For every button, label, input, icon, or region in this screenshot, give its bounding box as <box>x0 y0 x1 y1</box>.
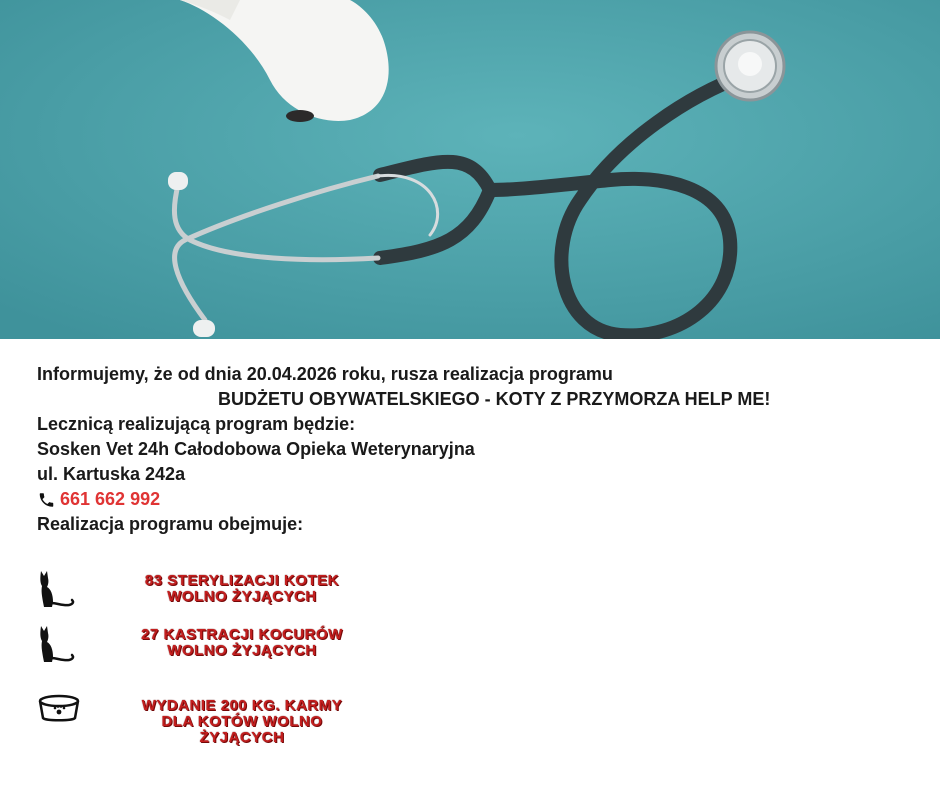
item-label-line: 27 KASTRACJI KOCURÓW <box>141 626 343 643</box>
clinic-name: Sosken Vet 24h Całodobowa Opieka Weterynaryjna <box>37 439 475 459</box>
phone-number[interactable]: 661 662 992 <box>60 489 161 509</box>
item-label-line: DLA KOTÓW WOLNO <box>161 713 323 730</box>
list-item <box>37 690 437 750</box>
scope-intro: Realizacja programu obejmuje: <box>37 514 304 534</box>
header-illustration <box>0 0 940 339</box>
clinic-intro: Lecznicą realizującą program będzie: <box>37 414 356 434</box>
item-label-line: 83 STERYLIZACJI KOTEK <box>144 572 340 589</box>
list-item <box>37 620 437 670</box>
list-item <box>37 565 437 615</box>
announcement-text <box>37 362 917 537</box>
item-label-line: WOLNO ŻYJĄCYCH <box>167 642 317 659</box>
item-label <box>127 627 357 659</box>
header-image <box>0 0 940 339</box>
cat-icon <box>37 569 77 609</box>
intro-line: Informujemy, że od dnia 20.04.2026 roku, rusza realizacja programu <box>37 364 613 384</box>
cat-icon <box>37 624 77 664</box>
item-label-line: WYDANIE 200 KG. KARMY <box>141 697 343 714</box>
item-label-line: WOLNO ŻYJĄCYCH <box>167 588 317 605</box>
item-label <box>127 573 357 605</box>
phone-icon <box>37 491 56 509</box>
program-name: BUDŻETU OBYWATELSKIEGO - KOTY Z PRZYMORZA HELP ME! <box>218 389 771 409</box>
clinic-address: ul. Kartuska 242a <box>37 464 186 484</box>
item-label-line: ŻYJĄCYCH <box>199 729 285 746</box>
item-label <box>117 698 367 746</box>
phone-row <box>37 487 917 512</box>
pet-bowl-icon <box>37 694 81 724</box>
